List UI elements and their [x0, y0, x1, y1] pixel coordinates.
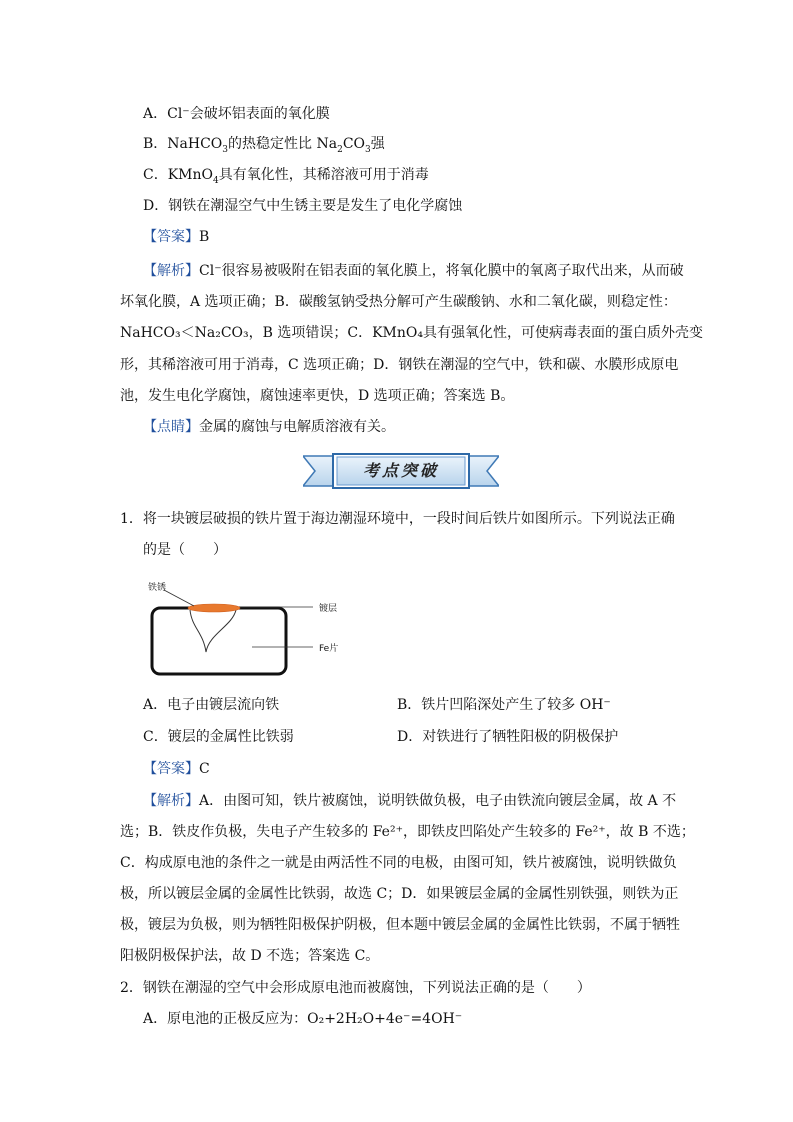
option-b-prefix: B．NaHCO	[143, 136, 223, 152]
q1-answer-line	[143, 760, 210, 778]
q2-line-1: 2．钢铁在潮湿的空气中会形成原电池而被腐蚀，下列说法正确的是（ ）	[120, 980, 591, 996]
analysis-line-2: 坏氧化膜，A 选项正确；B．碳酸氢钠受热分解可产生碳酸钠、水和二氧化碳，则稳定性：	[120, 294, 677, 310]
answer-line	[143, 228, 209, 246]
q1-analysis-line-6: 阳极阴极保护法，故 D 不选；答案选 C。	[120, 948, 380, 964]
q1-analysis-line-4: 极，所以镀层金属的金属性比铁弱，故选 C；D．如果镀层金属的金属性别铁强，则铁为正	[120, 886, 679, 902]
q1-line-2: 的是（ ）	[143, 542, 227, 558]
q1-option-d: D．对铁进行了牺牲阳极的阴极保护	[397, 729, 619, 745]
answer-value: B	[199, 229, 210, 245]
option-b	[143, 135, 385, 159]
analysis-line-4: 形，其稀溶液可用于消毒，C 选项正确；D．钢铁在潮湿的空气中，铁和碳、水膜形成原电	[120, 357, 679, 373]
point-tag: 【点睛】	[143, 419, 199, 435]
label-rust: 铁锈	[148, 583, 167, 593]
q1-option-c: C．镀层的金属性比铁弱	[143, 729, 294, 745]
q1-analysis-tag: 【解析】	[143, 793, 199, 809]
q1-analysis-line-5: 极，镀层为负极，则为牺牲阳极保护阴极，但本题中镀层金属的金属性比铁弱，不属于牺牲	[120, 917, 680, 933]
option-b-sub2: 2	[337, 144, 343, 155]
banner-text: 考点突破	[362, 461, 439, 480]
label-coating: 镀层	[319, 604, 338, 614]
q1-option-a: A．电子由镀层流向铁	[143, 697, 280, 713]
option-c-suffix: 具有氧化性，其稀溶液可用于消毒	[218, 167, 429, 183]
option-b-co: CO	[342, 136, 366, 152]
q1-analysis-line-1	[143, 792, 676, 810]
analysis-text-1: Cl⁻很容易被吸附在铝表面的氧化膜上，将氧化膜中的氧离子取代出来，从而破	[199, 263, 684, 279]
q2-option-a: A．原电池的正极反应为：O₂+2H₂O+4e⁻=4OH⁻	[143, 1011, 463, 1027]
q1-line-1: 1．将一块镀层破损的铁片置于海边潮湿环境中，一段时间后铁片如图所示。下列说法正确	[120, 511, 675, 527]
q1-answer-tag: 【答案】	[143, 761, 199, 777]
corrosion-diagram	[148, 580, 398, 680]
option-b-sub3: 3	[365, 144, 371, 155]
q1-analysis-line-2: 选；B．铁皮作负极，失电子产生较多的 Fe²⁺，即铁皮凹陷处产生较多的 Fe²⁺，故 B 不选；	[120, 824, 695, 840]
q1-analysis-line-3: C．构成原电池的条件之一就是由两活性不同的电极，由图可知，铁片被腐蚀，说明铁做负	[120, 855, 677, 871]
option-b-suffix: 强	[370, 136, 385, 152]
option-b-mid: 的热稳定性比 Na	[228, 136, 338, 152]
point-line	[143, 418, 395, 436]
option-a: A．Cl⁻会破坏铝表面的氧化膜	[143, 106, 330, 122]
answer-tag: 【答案】	[143, 229, 199, 245]
analysis-line-5: 池，发生电化学腐蚀，腐蚀速率更快，D 选项正确；答案选 B。	[120, 388, 515, 404]
option-c-sub: 4	[213, 175, 219, 186]
label-fe: Fe片	[319, 644, 339, 654]
analysis-tag: 【解析】	[143, 263, 199, 279]
section-banner	[303, 452, 499, 490]
iron-plate-figure	[148, 580, 398, 680]
option-d: D．钢铁在潮湿空气中生锈主要是发生了电化学腐蚀	[143, 198, 463, 214]
q1-analysis-text-1: A．由图可知，铁片被腐蚀，说明铁做负极，电子由铁流向镀层金属，故 A 不	[199, 793, 677, 809]
option-c-prefix: C．KMnO	[143, 167, 213, 183]
option-c	[143, 166, 429, 190]
q1-answer-value: C	[199, 761, 210, 777]
analysis-line-3: NaHCO₃＜Na₂CO₃，B 选项错误；C．KMnO₄具有强氧化性，可使病毒表面的蛋白质外壳变	[120, 325, 703, 341]
point-text: 金属的腐蚀与电解质溶液有关。	[199, 419, 395, 435]
analysis-line-1	[143, 262, 684, 280]
q1-option-b: B．铁片凹陷深处产生了较多 OH⁻	[397, 697, 611, 713]
option-b-sub1: 3	[222, 144, 229, 155]
